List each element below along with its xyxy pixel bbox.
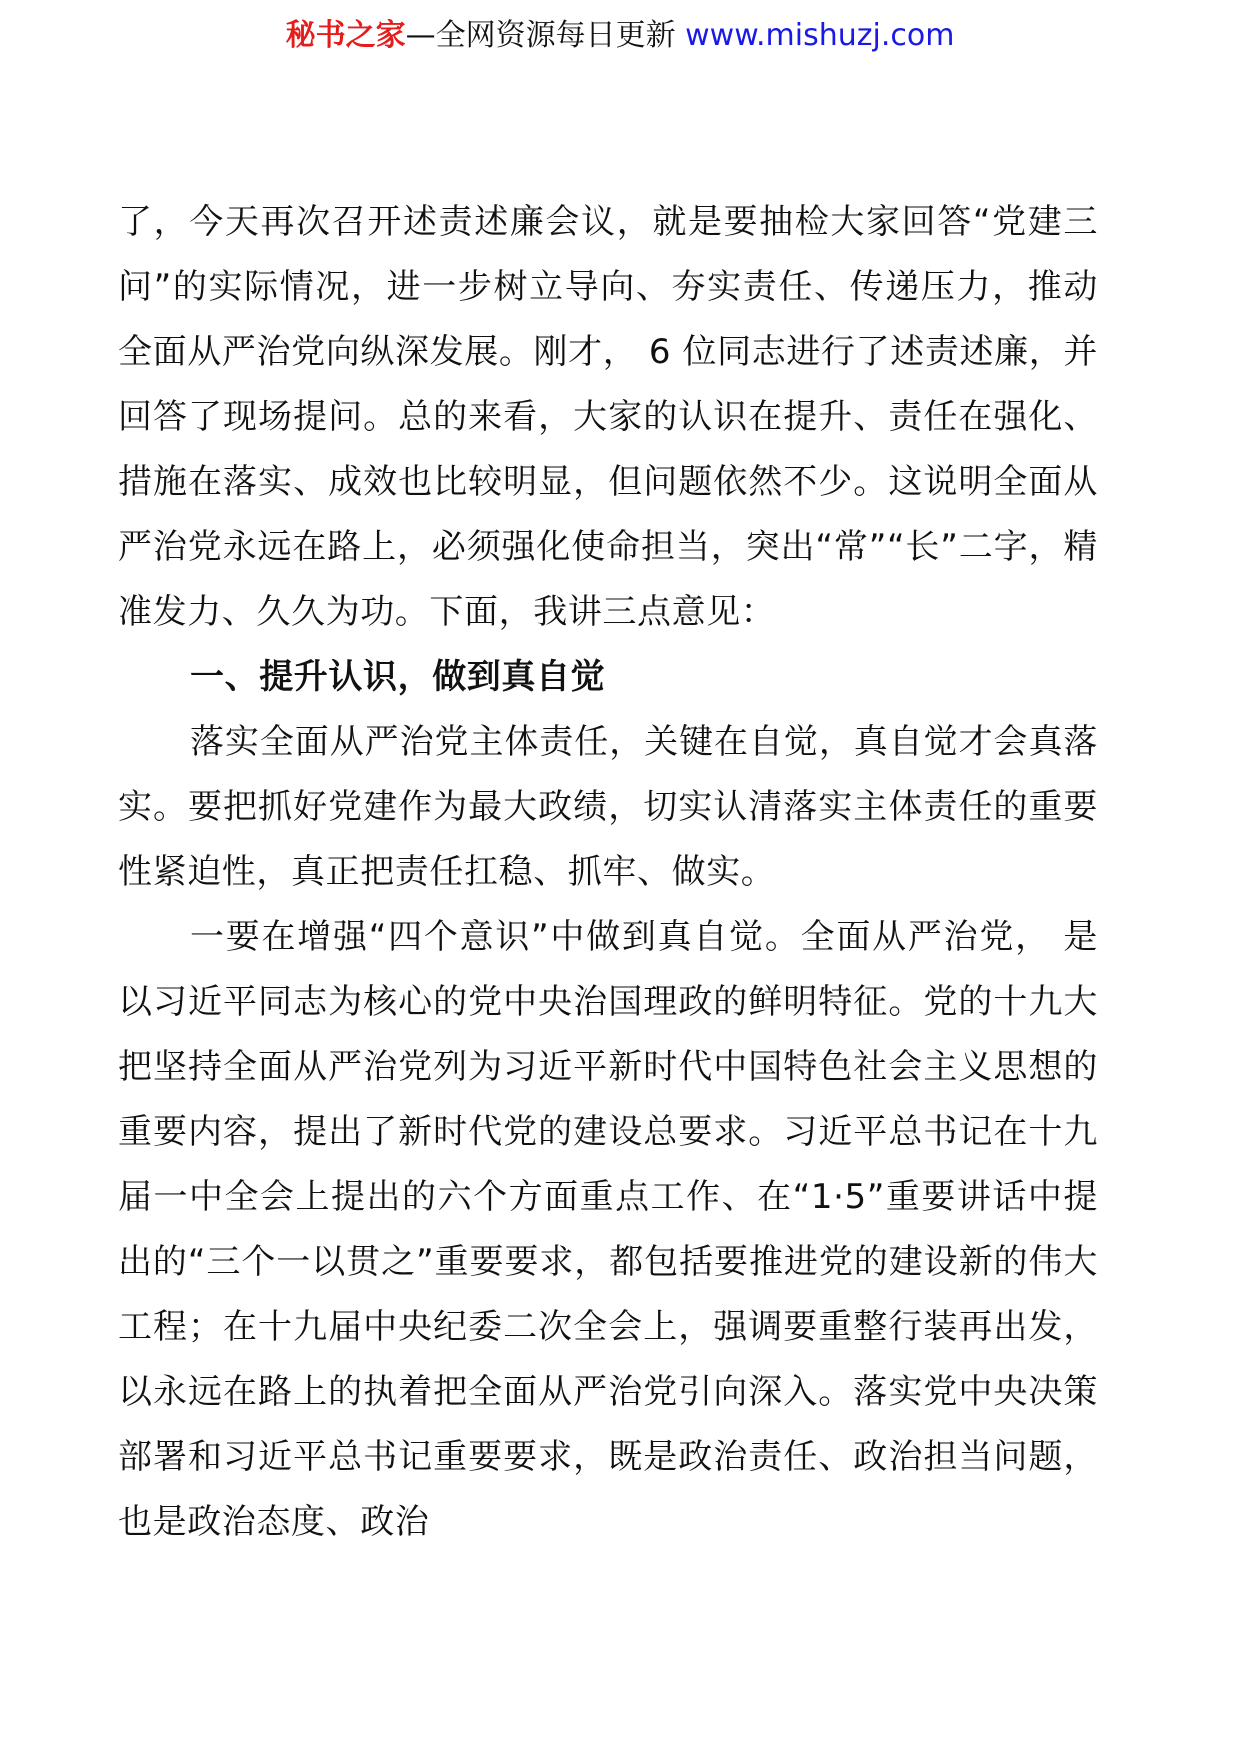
paragraph-four-consciousness: 一要在增强“四个意识”中做到真自觉。全面从严治党， 是以习近平同志为核心的党中央治国理政的鲜明特征。党的十九大把坚持全面从严治党列为习近平新时代中国特色社会主义思想的重要内容，提出了新时代党的建设总要求。习近平总书记在十九届一中全会上提出的六个方面重点工作、在“1·5”重要讲话中提出的“三个一以贯之”重要要求，都包括要推进党的建设新的伟大工程；在十九届中央纪委二次全会上，强调要重整行装再出发， 以永远在路上的执着把全面从严治党引向深入。落实党中央决策部署和习近平总书记重要要求，既是政治责任、政治担当问题，也是政治态度、政治 bbox=[118, 917, 1098, 1542]
site-brand: 秘书之家 bbox=[285, 18, 406, 53]
site-watermark-header bbox=[0, 14, 1240, 58]
section-heading-1: 一、提升认识，做到真自觉 bbox=[190, 657, 606, 697]
document-body bbox=[118, 190, 1098, 1555]
site-tagline: —全网资源每日更新 bbox=[405, 18, 676, 53]
paragraph-section-intro: 落实全面从严治党主体责任，关键在自觉，真自觉才会真落实。要把抓好党建作为最大政绩，切实认清落实主体责任的重要性紧迫性，真正把责任扛稳、抓牢、做实。 bbox=[118, 722, 1098, 892]
site-url: www.mishuzj.com bbox=[685, 18, 955, 53]
paragraph-continuation: 了，今天再次召开述责述廉会议，就是要抽检大家回答“党建三问”的实际情况，进一步树立导向、夯实责任、传递压力，推动全面从严治党向纵深发展。刚才， 6 位同志进行了述责述廉，并回答了现场提问。总的来看，大家的认识在提升、责任在强化、措施在落实、成效也比较明显，但问题依然不少。这说明全面从严治党永远在路上，必须强化使命担当，突出“常”“长”二字，精准发力、久久为功。下面，我讲三点意见： bbox=[118, 202, 1098, 632]
